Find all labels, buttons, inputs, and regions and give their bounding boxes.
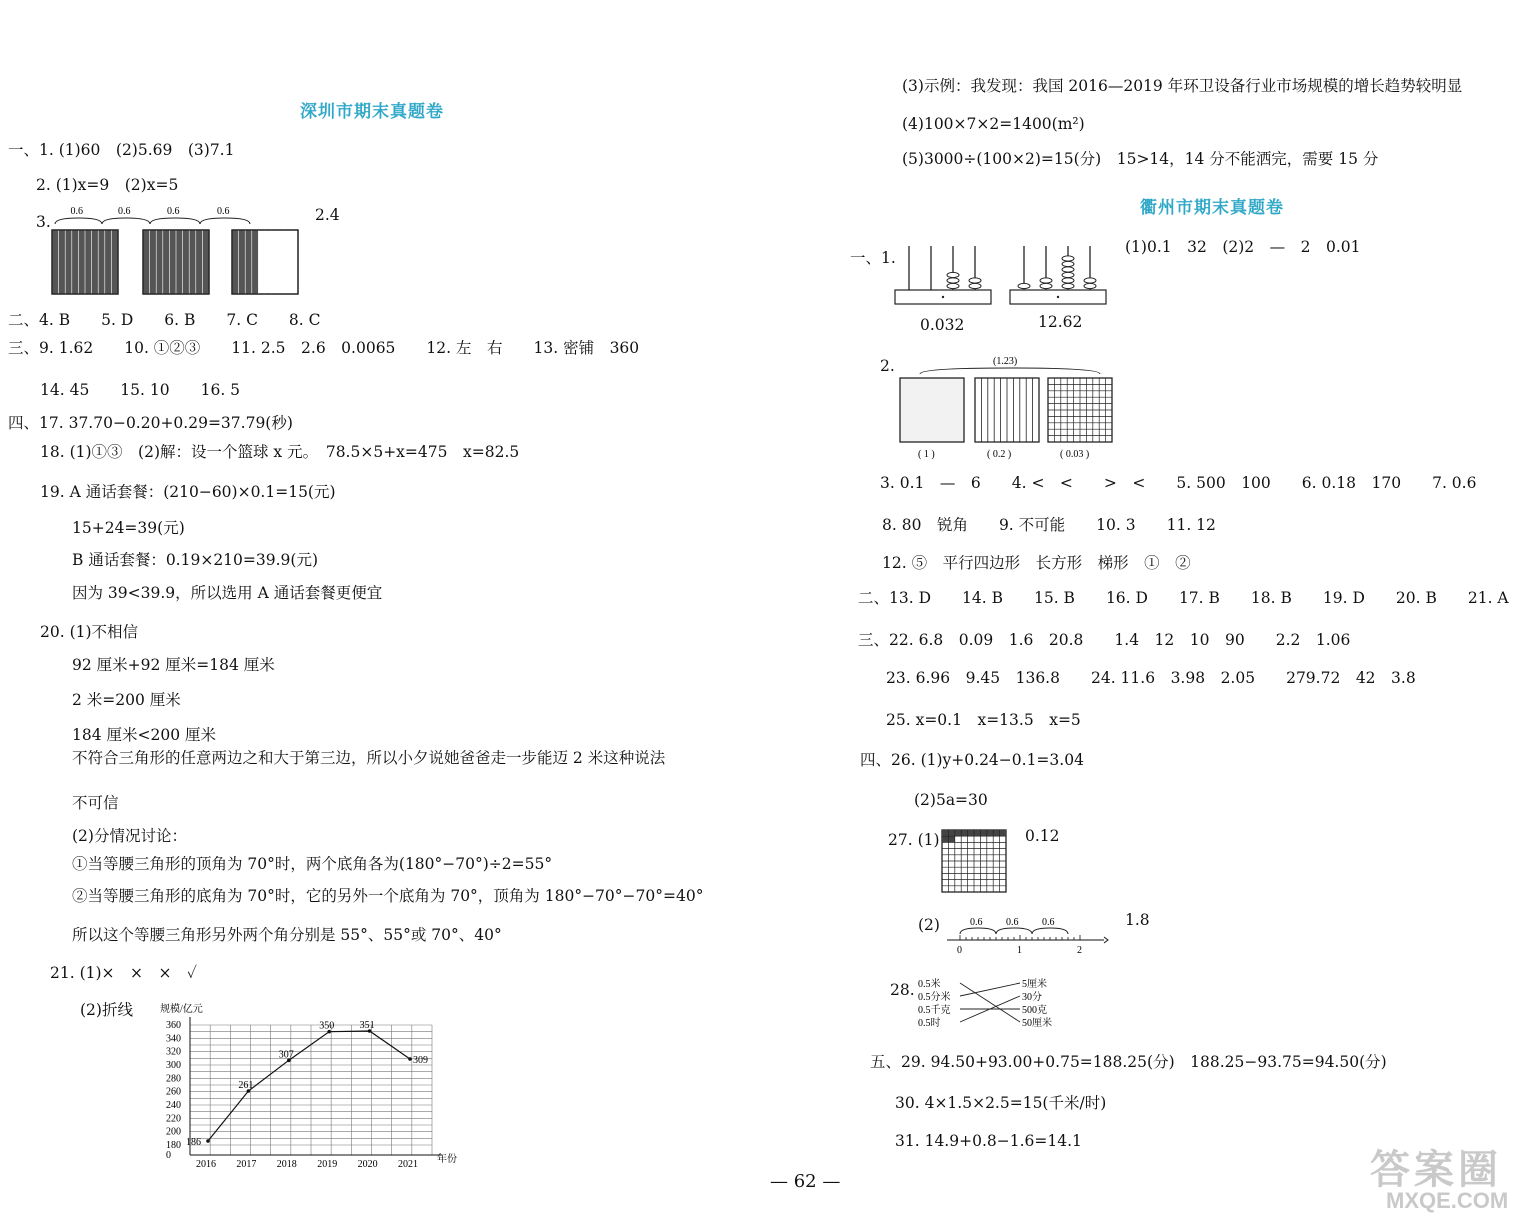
abacus-bead — [1062, 256, 1074, 261]
answer-line: 20. (1)不相信 — [40, 623, 139, 641]
shaded-strip — [143, 230, 150, 294]
shaded-strip — [92, 230, 99, 294]
brace-label: 0.6 — [1006, 917, 1019, 928]
chart-ytick-label: 180 — [166, 1140, 181, 1151]
section-heading-shenzhen: 深圳市期末真题卷 — [300, 102, 444, 122]
shaded-strip — [150, 230, 157, 294]
shaded-strip — [183, 230, 190, 294]
match-line — [960, 983, 1020, 1022]
chart-ytick-label: 320 — [166, 1046, 181, 1058]
chart-data-label: 350 — [319, 1020, 335, 1032]
abacus-value: 0.032 — [920, 316, 965, 334]
answer-line: 3. — [36, 213, 51, 231]
shaded-strip — [189, 230, 196, 294]
abacus-bead — [1084, 283, 1096, 288]
answer-line: 14. 45 15. 10 16. 5 — [40, 381, 241, 399]
chart-ylabel: 规模/亿元 — [160, 1004, 203, 1015]
shaded-strip — [232, 230, 239, 294]
abacus-figure — [893, 240, 1123, 320]
answer-line: 三、9. 1.62 10. ①②③ 11. 2.5 2.6 0.0065 12. 左 右 13. 密铺 360 — [8, 339, 640, 357]
answer-line: 二、4. B 5. D 6. B 7. C 8. C — [8, 311, 321, 329]
match-right-item: 500克 — [1022, 1005, 1047, 1016]
brace-label: 0.6 — [118, 206, 131, 217]
abacus-bead — [947, 283, 959, 288]
answer-line: 92 厘米+92 厘米=184 厘米 — [72, 656, 275, 674]
chart-ytick-label: 300 — [166, 1060, 181, 1071]
brace — [920, 368, 1100, 374]
brace — [960, 928, 996, 934]
chart-xtick-label: 2021 — [398, 1159, 418, 1170]
chart-data-label: 309 — [413, 1055, 428, 1066]
answer-line: 不可信 — [72, 794, 119, 812]
brace-label: 0.6 — [167, 206, 180, 217]
shaded-strip — [72, 230, 79, 294]
tick-label: 0 — [957, 945, 962, 956]
answer-line: 28. — [890, 981, 915, 999]
page-number: — 62 — — [770, 1171, 841, 1192]
answer-line: 2. (1)x=9 (2)x=5 — [36, 176, 179, 194]
grid-caption: ( 0.2 ) — [987, 449, 1012, 460]
shaded-strip — [252, 230, 259, 294]
brace — [996, 928, 1032, 934]
watermark-url: MXQE.COM — [1386, 1188, 1509, 1213]
hundred-grid-figure — [940, 828, 1012, 894]
abacus-bead — [1040, 278, 1052, 283]
answer-value: 1.8 — [1125, 911, 1150, 929]
chart-ytick-label: 240 — [166, 1100, 181, 1111]
brace — [150, 218, 200, 224]
answer-line: 所以这个等腰三角形另外两个角分别是 55°、55°或 70°、40° — [72, 926, 502, 944]
brace — [55, 218, 102, 224]
shaded-strip — [65, 230, 72, 294]
shaded-strip — [98, 230, 105, 294]
match-left-item: 0.5分米 — [918, 992, 951, 1003]
answer-line: 3. 0.1 — 6 4. < < > < 5. 500 100 6. 0.18 170 7. 0.6 — [880, 474, 1477, 492]
answer-line: ②当等腰三角形的底角为 70°时，它的另外一个底角为 70°，顶角为 180°−70°−70°=40° — [72, 887, 704, 905]
match-right-item: 5厘米 — [1022, 979, 1047, 990]
answer-line: 一、1. — [850, 249, 896, 267]
answer-line: 27. (1) — [888, 831, 940, 849]
match-left-item: 0.5时 — [918, 1018, 941, 1029]
abacus-bead — [1062, 278, 1074, 283]
chart-data-label: 351 — [359, 1020, 375, 1031]
brace-label: 0.6 — [217, 206, 230, 217]
chart-point — [206, 1139, 210, 1143]
chart-xlabel: 年份 — [437, 1154, 457, 1165]
chart-data-label: 307 — [278, 1049, 294, 1061]
watermark-logo: 答案圈 — [1370, 1148, 1502, 1192]
abacus-bead — [1062, 261, 1074, 266]
chart-ytick-label: 280 — [166, 1073, 181, 1085]
chart-ytick-label: 340 — [166, 1033, 181, 1045]
shaded-strip — [85, 230, 92, 294]
shaded-strip — [239, 230, 246, 294]
answer-line: (1)0.1 32 (2)2 — 2 0.01 — [1125, 238, 1361, 256]
answer-line: 23. 6.96 9.45 136.8 24. 11.6 3.98 2.05 279.72 42 3.8 — [886, 669, 1416, 687]
chart-ytick-label: 260 — [166, 1086, 181, 1098]
match-right-item: 50厘米 — [1022, 1018, 1052, 1029]
shaded-strip — [176, 230, 183, 294]
answer-line: 四、17. 37.70−0.20+0.29=37.79(秒) — [8, 414, 293, 432]
answer-line: (2) — [918, 916, 940, 934]
shaded-strip — [163, 230, 170, 294]
brace — [1032, 928, 1068, 934]
answer-line: 21. (1)× × × ✓ — [50, 964, 197, 982]
answer-line: 四、26. (1)y+0.24−0.1=3.04 — [860, 751, 1084, 769]
answer-line: 三、22. 6.8 0.09 1.6 20.8 1.4 12 10 90 2.2 1.06 — [858, 631, 1351, 649]
abacus-bead — [947, 278, 959, 283]
chart-ytick-label: 360 — [166, 1020, 181, 1031]
match-left-item: 0.5米 — [918, 979, 941, 990]
shaded-strip — [196, 230, 203, 294]
abacus-bead — [1062, 272, 1074, 277]
abacus-bead — [1018, 283, 1030, 288]
answer-line: 二、13. D 14. B 15. B 16. D 17. B 18. B 19. D 20. B 21. A — [858, 589, 1509, 607]
brace — [102, 218, 150, 224]
shaded-strip — [245, 230, 252, 294]
shaded-grid-figure — [40, 200, 340, 310]
tick-label: 2 — [1077, 945, 1082, 956]
answer-line: 8. 80 锐角 9. 不可能 10. 3 11. 12 — [882, 516, 1216, 534]
chart-ytick-label: 0 — [166, 1150, 171, 1161]
shaded-strip — [202, 230, 209, 294]
abacus-bead — [969, 278, 981, 283]
chart-xtick-label: 2018 — [276, 1159, 297, 1170]
answer-line: 五、29. 94.50+93.00+0.75=188.25(分) 188.25−93.75=94.50(分) — [870, 1053, 1387, 1071]
answer-line: 184 厘米<200 厘米 — [72, 726, 217, 744]
answer-line: 15+24=39(元) — [72, 519, 185, 537]
answer-line: (5)3000÷(100×2)=15(分) 15>14，14 分不能洒完，需要 15 分 — [902, 150, 1379, 168]
abacus-bead — [1062, 283, 1074, 288]
abacus-bead — [947, 272, 959, 277]
shaded-strip — [105, 230, 112, 294]
match-left-item: 0.5千克 — [918, 1005, 951, 1016]
shaded-strip — [111, 230, 118, 294]
answer-line: 因为 39<39.9，所以选用 A 通话套餐更便宜 — [72, 584, 383, 602]
brace — [200, 218, 250, 224]
answer-line: 19. A 通话套餐：(210−60)×0.1=15(元) — [40, 483, 336, 501]
shaded-strip — [59, 230, 66, 294]
match-line — [960, 983, 1020, 996]
shaded-strip — [169, 230, 176, 294]
shaded-strip — [52, 230, 59, 294]
answer-line: 一、1. (1)60 (2)5.69 (3)7.1 — [8, 141, 235, 159]
chart-point — [408, 1057, 412, 1061]
grid-caption: ( 0.03 ) — [1060, 449, 1090, 460]
chart-data-label: 261 — [238, 1080, 254, 1091]
answer-line: 25. x=0.1 x=13.5 x=5 — [886, 711, 1081, 729]
answer-line: (2)5a=30 — [914, 791, 988, 809]
grid-caption: ( 1 ) — [918, 449, 935, 460]
answer-line: 18. (1)①③ (2)解：设一个篮球 x 元。 78.5×5+x=475 x=82.5 — [40, 443, 520, 461]
chart-xtick-label: 2019 — [317, 1159, 338, 1170]
match-right-item: 30分 — [1022, 992, 1042, 1003]
chart-xtick-label: 2017 — [236, 1159, 257, 1170]
abacus-bead — [1040, 283, 1052, 288]
answer-value: 0.12 — [1025, 827, 1060, 845]
answer-line: B 通话套餐：0.19×210=39.9(元) — [72, 551, 318, 569]
brace-label: (1.23) — [993, 356, 1018, 367]
answer-line: 不符合三角形的任意两边之和大于第三边，所以小夕说她爸爸走一步能迈 2 米这种说法 — [72, 749, 666, 767]
answer-line: 2 米=200 厘米 — [72, 691, 181, 709]
abacus-bead — [969, 283, 981, 288]
brace-label: 0.6 — [970, 917, 983, 928]
number-line-figure — [942, 910, 1112, 960]
chart-xtick-label: 2020 — [357, 1159, 378, 1170]
abacus-bead — [1084, 278, 1096, 283]
shaded-strip — [78, 230, 85, 294]
chart-xtick-label: 2016 — [196, 1159, 216, 1170]
matching-figure — [918, 976, 1068, 1036]
tick-label: 1 — [1017, 945, 1022, 956]
chart-ytick-label: 220 — [166, 1113, 181, 1125]
answer-line: (2)分情况讨论： — [72, 827, 187, 845]
grid-box — [900, 378, 964, 442]
abacus-bead — [1062, 267, 1074, 272]
answer-line: (2)折线 — [80, 1001, 133, 1019]
abacus-value: 12.62 — [1038, 313, 1083, 331]
line-chart — [150, 1000, 470, 1175]
arrow-head — [1104, 937, 1108, 943]
answer-line: 30. 4×1.5×2.5=15(千米/时) — [895, 1094, 1107, 1112]
abacus-dot — [942, 296, 944, 298]
answer-line: (3)示例：我发现：我国 2016—2019 年环卫设备行业市场规模的增长趋势较明显 — [902, 77, 1463, 95]
answer-line: ①当等腰三角形的顶角为 70°时，两个底角各为(180°−70°)÷2=55° — [72, 855, 553, 873]
chart-data-label: 186 — [186, 1137, 201, 1148]
shaded-strip — [156, 230, 163, 294]
decimal-grid-figure — [895, 352, 1125, 462]
answer-line: 31. 14.9+0.8−1.6=14.1 — [895, 1132, 1082, 1150]
brace-label: 0.6 — [70, 206, 83, 217]
chart-ytick-label: 200 — [166, 1126, 181, 1138]
answer-value: 2.4 — [315, 206, 340, 224]
brace-label: 0.6 — [1042, 917, 1055, 928]
answer-line: 2. — [880, 357, 895, 375]
abacus-dot — [1057, 296, 1059, 298]
answer-line: 12. ⑤ 平行四边形 长方形 梯形 ① ② — [882, 554, 1191, 572]
section-heading-quzhou: 衢州市期末真题卷 — [1140, 198, 1284, 218]
answer-line: (4)100×7×2=1400(m²) — [902, 115, 1085, 133]
